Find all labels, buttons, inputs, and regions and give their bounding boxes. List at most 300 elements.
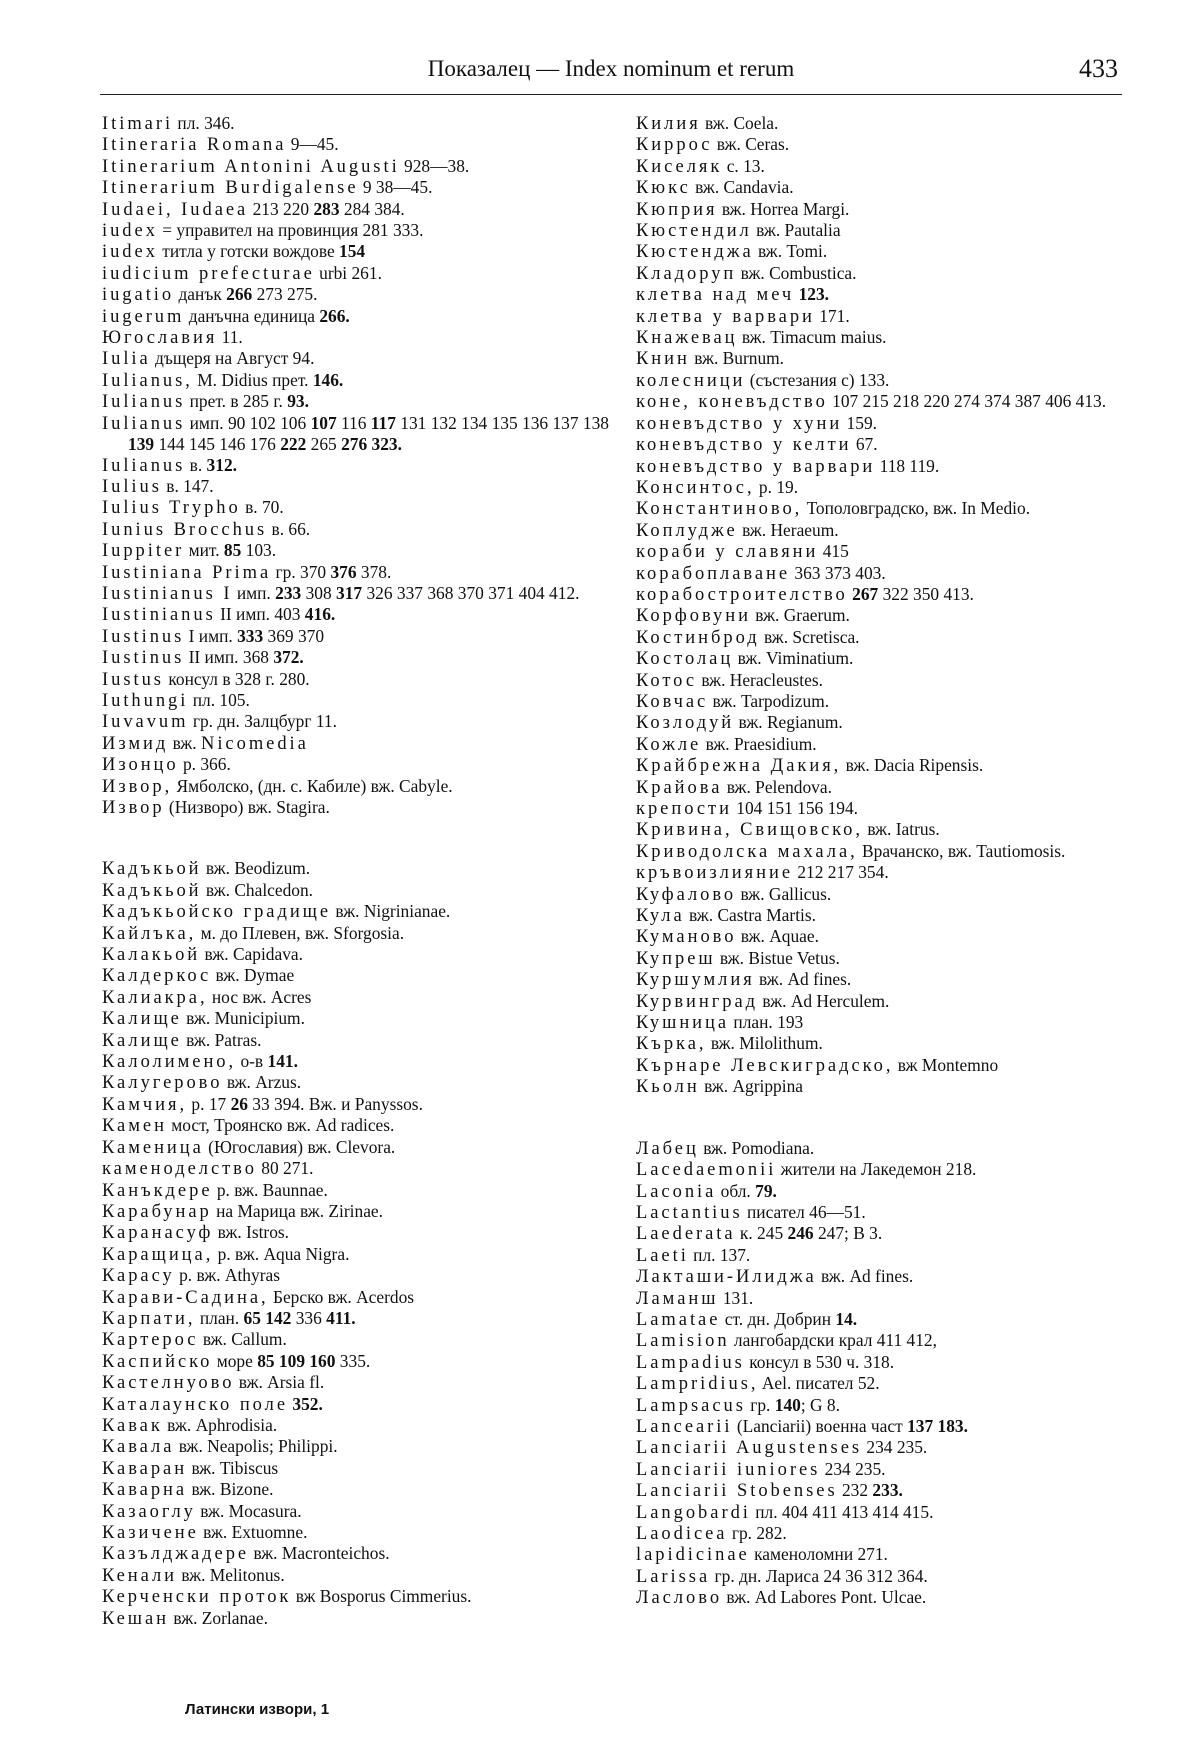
index-entry — [636, 1502, 1130, 1523]
entry-text: в. 147. — [161, 475, 214, 496]
index-entry — [636, 1245, 1130, 1266]
entry-headword: Карабунар — [102, 1201, 212, 1222]
entry-text: консул в 530 ч. 318. — [744, 1351, 895, 1372]
entry-headword: Кривина, Свищовско, — [636, 820, 863, 841]
entry-text: вж. Neapolis; Philippi. — [174, 1436, 338, 1457]
entry-text: вж. Zorlanae. — [169, 1607, 268, 1628]
index-entry — [102, 647, 612, 668]
entry-text: с. 13. — [722, 155, 765, 176]
entry-headword: Кешан — [102, 1608, 170, 1629]
entry-text: вж. Combustica. — [736, 262, 857, 283]
entry-headword: Извор — [102, 798, 165, 818]
entry-headword: коневъдство у хуни — [636, 413, 843, 434]
index-entry — [636, 263, 1130, 284]
index-entry — [636, 734, 1130, 755]
index-entry — [636, 391, 1130, 412]
index-entry — [102, 497, 612, 518]
entry-text: вж. Dymae — [211, 965, 295, 986]
index-entry — [102, 604, 612, 625]
entry-text: 159. — [842, 412, 877, 433]
entry-headword: Калище — [102, 1030, 182, 1051]
entry-headword: Кърнаре Левскиградско, — [636, 1055, 894, 1076]
entry-headword: Кадъкьой — [102, 859, 202, 880]
entry-headword: корабостроителство — [636, 584, 848, 605]
index-entry — [102, 1115, 612, 1136]
entry-text: 80 271. — [256, 1158, 314, 1179]
entry-text: вж. Tomi. — [753, 241, 828, 262]
entry-text: р. вж. Athyras — [174, 1265, 280, 1286]
index-entry — [102, 156, 612, 177]
entry-text: II имп. 403 — [215, 604, 305, 625]
index-entry — [636, 648, 1130, 669]
index-entry — [102, 220, 612, 241]
entry-text: Врачанско, вж. Tautiomosis. — [857, 840, 1066, 861]
entry-text: вж. Agrippina — [699, 1076, 804, 1097]
entry-text: вж. Pautalia — [751, 220, 841, 241]
entry-text: вж. Macronteichos. — [249, 1543, 390, 1564]
index-entry — [102, 1543, 612, 1564]
index-entry — [636, 584, 1130, 605]
entry-headword: коне, коневъдство — [636, 392, 828, 413]
index-entry — [636, 348, 1130, 369]
entry-text: 363 373 403. — [790, 562, 886, 583]
entry-headword: Казичене — [102, 1523, 199, 1543]
index-entry — [102, 476, 612, 497]
index-entry — [102, 944, 612, 965]
entry-text: вж. Castra Martis. — [684, 905, 816, 926]
entry-bold-ref: 141. — [267, 1051, 298, 1072]
index-entry — [102, 690, 612, 711]
entry-headword: Кладоруп — [636, 263, 737, 284]
entry-headword: Калиакра, — [102, 987, 208, 1008]
entry-text: обл. — [716, 1180, 756, 1201]
entry-text: 265 — [306, 434, 342, 455]
entry-headword: Калолимено, — [102, 1052, 237, 1073]
entry-headword: Lanciarii Stobenses — [636, 1481, 838, 1502]
entry-text: = управител на провинция 281 333. — [157, 220, 424, 241]
entry-headword: Казълджадере — [102, 1544, 250, 1565]
index-entry — [636, 1523, 1130, 1544]
index-entry — [636, 969, 1130, 990]
index-entry — [102, 241, 612, 262]
entry-headword: Кастелнуово — [102, 1373, 235, 1394]
entry-headword: Lanciarii iuniores — [636, 1459, 821, 1480]
entry-text: вж. Arsia fl. — [234, 1372, 325, 1393]
entry-headword: iugerum — [102, 306, 185, 327]
entry-text: вж. Ad fines. — [816, 1266, 914, 1287]
entry-headword: Lamatae — [636, 1309, 721, 1330]
entry-headword: Картерос — [102, 1330, 199, 1351]
entry-text: план. 193 — [729, 1012, 804, 1033]
index-entry — [102, 1158, 612, 1179]
index-entry — [102, 177, 612, 198]
entry-bold-ref: 317 — [336, 582, 363, 603]
entry-bold-ref: 352. — [292, 1393, 323, 1414]
entry-headword: Кьолн — [636, 1077, 700, 1098]
entry-text: вж. Arzus. — [222, 1072, 302, 1093]
index-entry — [636, 1159, 1130, 1180]
index-entry — [102, 1458, 612, 1479]
entry-headword: Коплудже — [636, 520, 738, 541]
entry-headword: Laconia — [636, 1181, 717, 1202]
entry-text: вж. Melitonus. — [177, 1564, 285, 1585]
entry-text: гр. дн. Лариса 24 36 312 364. — [710, 1565, 928, 1586]
index-entry — [636, 1202, 1130, 1223]
entry-headword: Lampadius — [636, 1352, 745, 1373]
index-entry — [102, 562, 612, 583]
entry-headword: Калище — [102, 1009, 182, 1030]
entry-text: вж. Istros. — [213, 1222, 290, 1243]
entry-headword: Iulia — [102, 349, 151, 370]
entry-text: вж Montemno — [893, 1054, 999, 1075]
entry-headword: Кайлъка, — [102, 923, 197, 944]
index-entry — [636, 1587, 1130, 1608]
index-entry — [102, 901, 612, 922]
index-entry — [102, 413, 612, 455]
entry-headword: Казаоглу — [102, 1501, 196, 1522]
entry-headword: iudex — [102, 242, 158, 263]
entry-text: к. 245 — [735, 1223, 788, 1244]
entry-text: Ямболско, (дн. с. Кабиле) вж. Cabyle. — [172, 775, 453, 796]
entry-text: ; G 8. — [800, 1394, 840, 1415]
entry-headword: Itinerarium Antonini Augusti — [102, 156, 400, 177]
entry-text: 107 215 218 220 274 374 387 406 413. — [827, 391, 1107, 412]
section-gap — [636, 1098, 1130, 1138]
entry-text: 284 384. — [339, 198, 405, 219]
entry-bold-ref: 222 — [280, 434, 307, 455]
entry-text: вж. Ad Labores Pont. Ulcae. — [722, 1587, 927, 1608]
index-column-left — [102, 113, 612, 1629]
entry-bold-ref: 65 142 — [243, 1307, 292, 1328]
entry-text: 928—38. — [399, 155, 470, 176]
index-entry — [636, 456, 1130, 477]
entry-text: 116 — [336, 412, 371, 433]
entry-headword: Карасу — [102, 1266, 175, 1287]
entry-text: вж. Tarpodizum. — [708, 690, 830, 711]
entry-headword: Laodicea — [636, 1524, 728, 1544]
entry-headword: Lancearii — [636, 1416, 733, 1437]
entry-headword: Каспийско — [102, 1351, 213, 1372]
entry-text: р. 366. — [178, 754, 231, 775]
entry-text: вж. Graerum. — [750, 605, 850, 626]
entry-text: вж. Milolithum. — [706, 1033, 823, 1054]
index-entry — [636, 991, 1130, 1012]
entry-headword: Iulianus — [102, 392, 186, 413]
entry-headword: Киррос — [636, 135, 713, 156]
entry-text: вж. Capidava. — [200, 944, 303, 965]
entry-headword: колесници — [636, 370, 746, 391]
index-entry — [102, 1608, 612, 1629]
index-entry — [636, 563, 1130, 584]
entry-text: нос вж. Acres — [207, 986, 312, 1007]
index-entry — [102, 1287, 612, 1308]
index-entry — [636, 541, 1130, 562]
index-entry — [636, 777, 1130, 798]
index-entry — [102, 923, 612, 944]
entry-text: 9—45. — [286, 134, 339, 155]
index-entry — [102, 1072, 612, 1093]
index-entry — [102, 1586, 612, 1607]
entry-headword: Кюстендил — [636, 221, 752, 242]
index-entry — [102, 1351, 612, 1372]
entry-text: 67. — [851, 434, 878, 455]
entry-text: 308 — [301, 582, 337, 603]
entry-text: вж Bosporus Cimmerius. — [291, 1586, 472, 1607]
index-entry — [102, 1329, 612, 1350]
footer-signature: Латински извори, 1 — [185, 1701, 330, 1718]
entry-headword: Itineraria Romana — [102, 135, 287, 156]
entry-headword: корабоплаване — [636, 563, 791, 584]
entry-text: мост, Троянско вж. Ad radices. — [166, 1115, 395, 1136]
entry-headword: Лакташи-Илиджа — [636, 1267, 817, 1288]
entry-text: Тополовградско, вж. In Medio. — [802, 498, 1031, 519]
index-entry — [102, 797, 612, 818]
entry-text: вж. Burnum. — [689, 348, 785, 369]
entry-headword: Купреш — [636, 948, 716, 969]
entry-bold-ref: 26 — [230, 1093, 248, 1114]
entry-headword: Iuthungi — [102, 690, 189, 711]
entry-text: M. Didius прет. — [192, 369, 313, 390]
entry-text: в. — [185, 454, 207, 475]
index-entry — [636, 862, 1130, 883]
entry-text: гр. — [745, 1394, 775, 1415]
entry-headword: Iulius Trypho — [102, 498, 241, 519]
entry-text: гр. 370 — [271, 561, 331, 582]
entry-headword: Кадъкьой — [102, 880, 202, 901]
index-entry — [636, 241, 1130, 262]
entry-text: 171. — [814, 305, 850, 326]
entry-headword: Куфалово — [636, 884, 737, 905]
entry-text: жители на Лакедемон 218. — [776, 1159, 977, 1180]
entry-headword: Измид — [102, 733, 169, 754]
entry-headword: Кадъкьойско градище — [102, 902, 332, 923]
index-entry — [636, 819, 1130, 840]
index-entry — [636, 1223, 1130, 1244]
index-entry — [102, 1479, 612, 1500]
entry-text: вж. Beodizum. — [201, 858, 311, 879]
index-entry — [102, 1415, 612, 1436]
entry-headword: Кюкс — [636, 178, 691, 199]
entry-headword: Iulianus — [102, 455, 186, 476]
index-column-right — [636, 113, 1130, 1609]
entry-bold-ref: 416. — [304, 604, 336, 625]
index-entry — [102, 113, 612, 134]
index-entry — [636, 712, 1130, 733]
entry-headword: Itinerarium Burdigalense — [102, 178, 359, 199]
index-entry — [102, 1522, 612, 1543]
entry-text: вж. Horrea Margi. — [717, 198, 850, 219]
entry-headword: Киселяк — [636, 156, 723, 177]
entry-text: вж. Coela. — [700, 113, 779, 133]
entry-text: план. — [195, 1307, 244, 1328]
index-entry — [102, 1308, 612, 1329]
index-entry — [636, 1266, 1130, 1287]
entry-headword: Канъкдере — [102, 1180, 213, 1201]
entry-text: вж. Patras. — [181, 1029, 262, 1050]
entry-text: прет. в 285 г. — [185, 391, 288, 412]
index-entry — [102, 1094, 612, 1115]
entry-text: данъчна единица — [184, 305, 320, 326]
entry-text: 131 132 134 135 136 137 138 — [395, 412, 609, 433]
index-entry — [636, 926, 1130, 947]
entry-headword: Курвинград — [636, 991, 759, 1012]
entry-text: 9 38—45. — [358, 177, 433, 198]
entry-headword: Iustinianus — [102, 605, 216, 626]
entry-headword: Iuvavum — [102, 712, 189, 733]
entry-headword: Котос — [636, 670, 697, 691]
entry-text: вж. Dacia Ripensis. — [841, 755, 984, 776]
entry-text: вж. Mocasura. — [195, 1500, 302, 1521]
entry-text: вж. Viminatium. — [733, 648, 854, 669]
index-entry — [102, 348, 612, 369]
entry-headword: Laederata — [636, 1224, 736, 1245]
entry-headword: Ковчас — [636, 691, 709, 712]
entry-headword: Килия — [636, 114, 701, 134]
entry-text: I имп. — [184, 625, 238, 646]
entry-text: 415 — [818, 541, 849, 562]
entry-text: консул в 328 г. 280. — [163, 668, 310, 689]
entry-headword: Ламанш — [636, 1288, 719, 1309]
entry-headword: Изонцо — [102, 755, 179, 776]
index-entry — [636, 370, 1130, 391]
page-header — [100, 46, 1122, 95]
entry-headword: Iulianus — [102, 413, 186, 434]
entry-headword: Iustinianus I — [102, 583, 233, 604]
index-entry — [102, 284, 612, 305]
entry-text: вж. Nigrinianae. — [331, 901, 451, 922]
index-entry — [636, 1395, 1130, 1416]
index-entry — [636, 1033, 1130, 1054]
entry-text: II имп. 368 — [184, 647, 274, 668]
index-entry — [636, 413, 1130, 434]
entry-bold-ref: 139 — [128, 434, 155, 455]
index-entry — [102, 1008, 612, 1029]
entry-headword: Каталаунско поле — [102, 1394, 289, 1415]
index-entry — [636, 1330, 1130, 1351]
entry-text: 33 394. Вж. и Panyssos. — [247, 1093, 423, 1114]
index-entry — [102, 987, 612, 1008]
entry-bold-ref: 233. — [872, 1480, 903, 1501]
entry-headword: Lactantius — [636, 1202, 743, 1223]
index-entry — [102, 540, 612, 561]
entry-headword: Iustinus — [102, 648, 185, 669]
entry-text: вж. Timacum maius. — [737, 327, 887, 348]
entry-text: вж. Callum. — [198, 1329, 287, 1350]
entry-headword: iugatio — [102, 285, 175, 306]
entry-headword: Кушница — [636, 1013, 730, 1034]
index-entry — [102, 1201, 612, 1222]
index-entry — [102, 1565, 612, 1586]
index-entry — [636, 434, 1130, 455]
entry-headword: Ласлово — [636, 1588, 723, 1609]
entry-bold-ref: 79. — [755, 1180, 777, 1201]
entry-headword: iudicium prefecturae — [102, 263, 315, 284]
index-entry — [636, 605, 1130, 626]
entry-bold-ref: 266 — [226, 284, 253, 305]
entry-headword: Костолац — [636, 649, 734, 670]
index-entry — [636, 1480, 1130, 1501]
entry-text: 234 235. — [820, 1458, 886, 1479]
index-entry — [102, 1501, 612, 1522]
entry-text: 335. — [335, 1350, 371, 1371]
entry-text: 322 350 413. — [878, 583, 974, 604]
entry-bold-ref: 283 — [313, 198, 340, 219]
entry-headword: Карпати, — [102, 1308, 196, 1329]
index-entry — [102, 1394, 612, 1415]
entry-text: о-в — [236, 1051, 268, 1072]
entry-headword: Lamision — [636, 1331, 730, 1352]
index-entry — [636, 1566, 1130, 1587]
entry-headword: Каварна — [102, 1480, 188, 1501]
index-entry — [636, 691, 1130, 712]
index-entry — [636, 1288, 1130, 1309]
entry-bold-ref: 312. — [206, 454, 237, 475]
index-entry — [102, 370, 612, 391]
entry-bold-ref: 333 — [237, 625, 264, 646]
index-entry — [636, 1416, 1130, 1437]
index-entry — [636, 477, 1130, 498]
entry-bold-ref: 93. — [287, 391, 309, 412]
index-entry — [636, 177, 1130, 198]
index-entry — [636, 498, 1130, 519]
entry-headword: Калдеркос — [102, 966, 212, 987]
index-entry — [102, 1051, 612, 1072]
index-entry — [102, 1436, 612, 1457]
index-entry — [636, 1012, 1130, 1033]
entry-headword: Iustiniana Prima — [102, 562, 272, 583]
entry-bold-ref: 233 — [275, 582, 302, 603]
entry-text: м. до Плевен, вж. Sforgosia. — [196, 922, 405, 943]
entry-headword: Iulius — [102, 476, 162, 497]
entry-text: 118 119. — [875, 455, 940, 476]
entry-text: вж. Ad Herculem. — [758, 990, 890, 1011]
entry-text: имп. — [232, 582, 276, 603]
entry-headword: Nicomedia — [201, 733, 309, 754]
index-entry — [102, 519, 612, 540]
entry-headword: Laeti — [636, 1245, 689, 1266]
entry-text: вж. Municipium. — [181, 1008, 305, 1029]
entry-bold-ref: 117 — [370, 412, 396, 433]
entry-text: вж. Chalcedon. — [201, 879, 314, 900]
entry-text: 103. — [241, 540, 277, 561]
index-entry — [636, 327, 1130, 348]
entry-headword: Козлодуй — [636, 713, 735, 734]
entry-headword: Керченски проток — [102, 1587, 292, 1608]
index-entry — [102, 1180, 612, 1201]
index-entry — [636, 1309, 1130, 1330]
index-entry — [102, 965, 612, 986]
index-entry — [636, 1352, 1130, 1373]
entry-bold-ref: 85 — [223, 540, 242, 561]
entry-bold-ref: 85 109 160 — [257, 1350, 336, 1371]
entry-headword: Кула — [636, 906, 685, 927]
entry-bold-ref: 146. — [312, 369, 344, 390]
entry-text: гр. 282. — [727, 1523, 787, 1543]
entry-text: 336 — [291, 1307, 327, 1328]
entry-headword: Каращица, — [102, 1244, 214, 1265]
entry-bold-ref: 137 183. — [907, 1415, 968, 1436]
index-entry — [636, 134, 1130, 155]
entry-headword: Iustus — [102, 669, 164, 690]
entry-bold-ref: 376 — [330, 561, 357, 582]
index-entry — [102, 199, 612, 220]
entry-text: ст. дн. Добрин — [720, 1308, 836, 1329]
entry-text: вж. Gallicus. — [736, 883, 832, 904]
page-number: 433 — [1079, 54, 1118, 83]
entry-headword: Кожле — [636, 734, 702, 755]
index-entry — [102, 858, 612, 879]
entry-text: р. 17 — [187, 1093, 231, 1114]
